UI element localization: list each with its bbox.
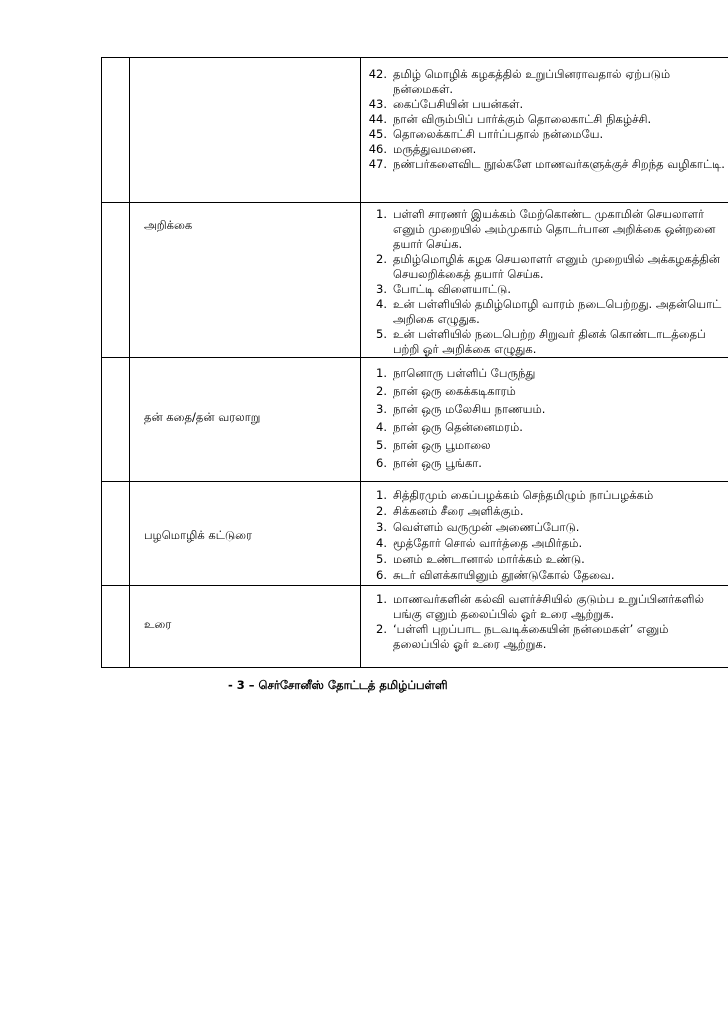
category-label: உரை [144,617,172,631]
topic-list [361,592,728,652]
blank-cell [102,58,130,203]
blank-cell [102,586,130,668]
category-cell [130,203,361,358]
topics-cell [361,58,728,203]
list-item: 6. சுடர் விளக்காயினும் தூண்டுகோல் தேவை. [376,568,615,582]
topic-list [361,488,728,583]
table-row [102,586,728,668]
list-item: 1. மாணவர்களின் கல்வி வளர்ச்சியில் குடும்ப உறுப்பினர்களில் பங்கு எனும் தலைப்பில் ஓர் உரை ஆற்றுக. [376,592,704,621]
blank-cell [102,358,130,482]
list-item: 3. நான் ஒரு மலேசிய நாணயம். [376,402,546,416]
list-item: 2. தமிழ்மொழிக் கழக செயலாளர் எனும் முறையில் அக்கழகத்தின் செயலறிக்கைத் தயார் செய்க. [376,252,720,281]
list-item: 44. நான் விரும்பிப் பார்க்கும் தொலைகாட்சி நிகழ்ச்சி. [368,112,652,126]
topic-list [361,67,728,172]
list-item: 2. ‘பள்ளி புறப்பாட நடவடிக்கையின் நன்மைகள்’ எனும் தலைப்பில் ஓர் உரை ஆற்றுக. [376,622,669,651]
list-item: 45. தொலைக்காட்சி பார்ப்பதால் நன்மையே. [368,127,604,141]
table-row [102,58,728,203]
list-item: 5. உன் பள்ளியில் நடைபெற்ற சிறுவர் தினக் கொண்டாடத்தைப் பற்றி ஓர் அறிக்கை எழுதுக. [376,327,706,356]
table-row [102,358,728,482]
category-label: பழமொழிக் கட்டுரை [144,528,252,542]
list-item: 4. உன் பள்ளியில் தமிழ்மொழி வாரம் நடைபெற்றது. அதன்யொட் அறிகை எழுதுக. [376,297,722,326]
list-item: 5. நான் ஒரு பூமாலை [376,438,491,452]
topics-cell [361,203,728,358]
topics-cell [361,482,728,586]
category-cell [130,586,361,668]
topics-cell [361,586,728,668]
topic-list [361,207,728,357]
table-row [102,482,728,586]
list-item: 4. மூத்தோர் சொல் வார்த்தை அமிர்தம். [376,536,583,550]
table-row [102,203,728,358]
list-item: 46. மருத்துவமனை. [368,142,477,156]
topics-cell [361,358,728,482]
list-item: 1. சித்திரமும் கைப்பழக்கம் செந்தமிழும் நாப்பழக்கம் [376,488,654,502]
page-footer: - 3 – செர்சோனீஸ் தோட்டத் தமிழ்ப்பள்ளி [228,678,448,692]
list-item: 42. தமிழ் மொழிக் கழகத்தில் உறுப்பினராவதால் ஏற்படும் நன்மைகள். [368,67,671,96]
list-item: 2. நான் ஒரு கைக்கடிகாரம் [376,384,516,398]
list-item: 1. பள்ளி சாரணர் இயக்கம் மேற்கொண்ட முகாமின் செயலாளர் எனும் முறையில் அம்முகாம் தொடர்பான அறிக்கை ஒன்றனை தயார் செய்க. [376,207,716,251]
list-item: 2. சிக்கனம் சீரை அளிக்கும். [376,504,524,518]
category-cell [130,358,361,482]
essay-topics-table [101,57,728,668]
blank-cell [102,482,130,586]
list-item: 1. நானொரு பள்ளிப் பேருந்து [376,366,536,380]
category-label: அறிக்கை [144,218,193,232]
list-item: 47. நண்பர்களைவிட நூல்களே மாணவர்களுக்குச் சிறந்த வழிகாட்டி. [368,157,725,171]
category-cell [130,58,361,203]
list-item: 43. கைப்பேசியின் பயன்கள். [368,97,524,111]
list-item: 4. நான் ஒரு தென்னைமரம். [376,420,523,434]
blank-cell [102,203,130,358]
list-item: 3. வெள்ளம் வருமுன் அணைப்போடு. [376,520,580,534]
list-item: 3. போட்டி விளையாட்டு. [376,282,511,296]
list-item: 6. நான் ஒரு பூங்கா. [376,456,482,470]
category-label: தன் கதை/தன் வரலாறு [144,410,261,424]
list-item: 5. மனம் உண்டானால் மார்க்கம் உண்டு. [376,552,585,566]
category-cell [130,482,361,586]
topic-list [361,366,728,471]
